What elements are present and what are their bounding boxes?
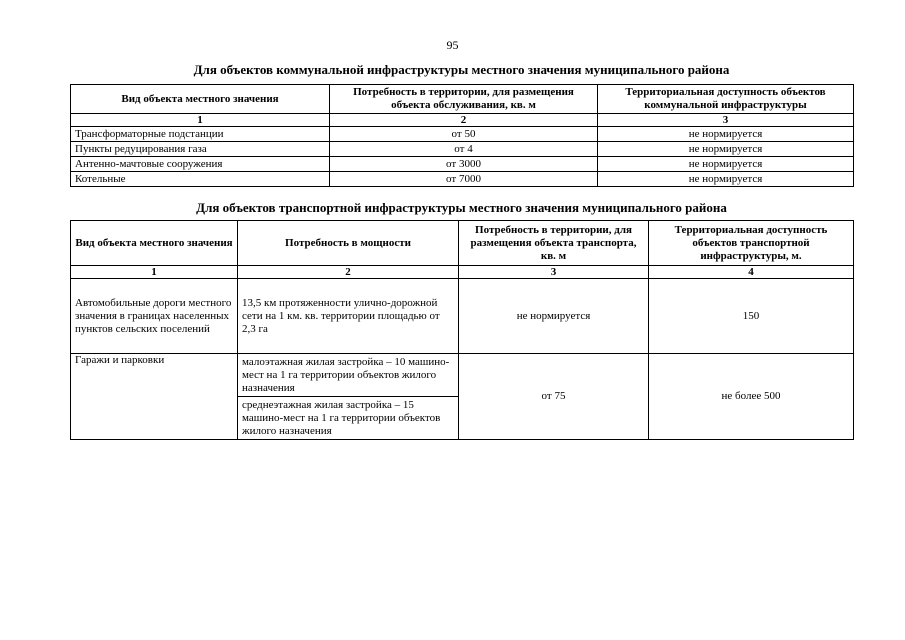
object-type-cell: Гаражи и парковки	[71, 354, 238, 440]
header-territory-need: Потребность в территории, для размещения объекта транспорта, кв. м	[459, 221, 649, 266]
object-type-cell: Автомобильные дороги местного значения в границах населенных пунктов сельских поселений	[71, 279, 238, 354]
header-accessibility: Территориальная доступность объектов транспортной инфраструктуры, м.	[649, 221, 854, 266]
territory-cell: от 3000	[330, 157, 598, 172]
object-type-cell: Трансформаторные подстанции	[71, 127, 330, 142]
accessibility-cell: 150	[649, 279, 854, 354]
column-number: 2	[238, 266, 459, 279]
table-row	[71, 279, 854, 354]
column-number: 3	[598, 114, 854, 127]
territory-cell: от 7000	[330, 172, 598, 187]
accessibility-cell: не более 500	[649, 354, 854, 440]
accessibility-cell: не нормируется	[598, 172, 854, 187]
column-number: 3	[459, 266, 649, 279]
object-type-cell: Пункты редуцирования газа	[71, 142, 330, 157]
accessibility-cell: не нормируется	[598, 142, 854, 157]
table-row	[71, 354, 854, 397]
utility-infrastructure-table	[70, 84, 854, 187]
territory-cell: от 75	[459, 354, 649, 440]
territory-cell: от 50	[330, 127, 598, 142]
table-row	[71, 142, 854, 157]
column-number: 1	[71, 266, 238, 279]
column-number: 4	[649, 266, 854, 279]
accessibility-cell: не нормируется	[598, 157, 854, 172]
header-capacity-need: Потребность в мощности	[238, 221, 459, 266]
accessibility-cell: не нормируется	[598, 127, 854, 142]
header-object-type: Вид объекта местного значения	[71, 221, 238, 266]
table-row	[71, 127, 854, 142]
capacity-cell: среднеэтажная жилая застройка – 15 машино-мест на 1 га территории объектов жилого назначения	[238, 397, 459, 440]
header-object-type: Вид объекта местного значения	[71, 85, 330, 114]
capacity-cell: малоэтажная жилая застройка – 10 машино-мест на 1 га территории объектов жилого назначения	[238, 354, 459, 397]
object-type-cell: Антенно-мачтовые сооружения	[71, 157, 330, 172]
page-number: 95	[446, 38, 459, 52]
territory-cell: не нормируется	[459, 279, 649, 354]
header-territory-need: Потребность в территории, для размещения объекта обслуживания, кв. м	[330, 85, 598, 114]
capacity-cell: 13,5 км протяженности улично-дорожной сети на 1 км. кв. территории площадью от 2,3 га	[238, 279, 459, 354]
transport-infrastructure-table	[70, 220, 854, 440]
table-row	[71, 157, 854, 172]
section-title-utility: Для объектов коммунальной инфраструктуры местного значения муниципального района	[193, 62, 730, 77]
section-title-transport: Для объектов транспортной инфраструктуры местного значения муниципального района	[196, 200, 727, 215]
territory-cell: от 4	[330, 142, 598, 157]
object-type-cell: Котельные	[71, 172, 330, 187]
column-number: 1	[71, 114, 330, 127]
table-row	[71, 172, 854, 187]
header-accessibility: Территориальная доступность объектов коммунальной инфраструктуры	[598, 85, 854, 114]
column-number: 2	[330, 114, 598, 127]
